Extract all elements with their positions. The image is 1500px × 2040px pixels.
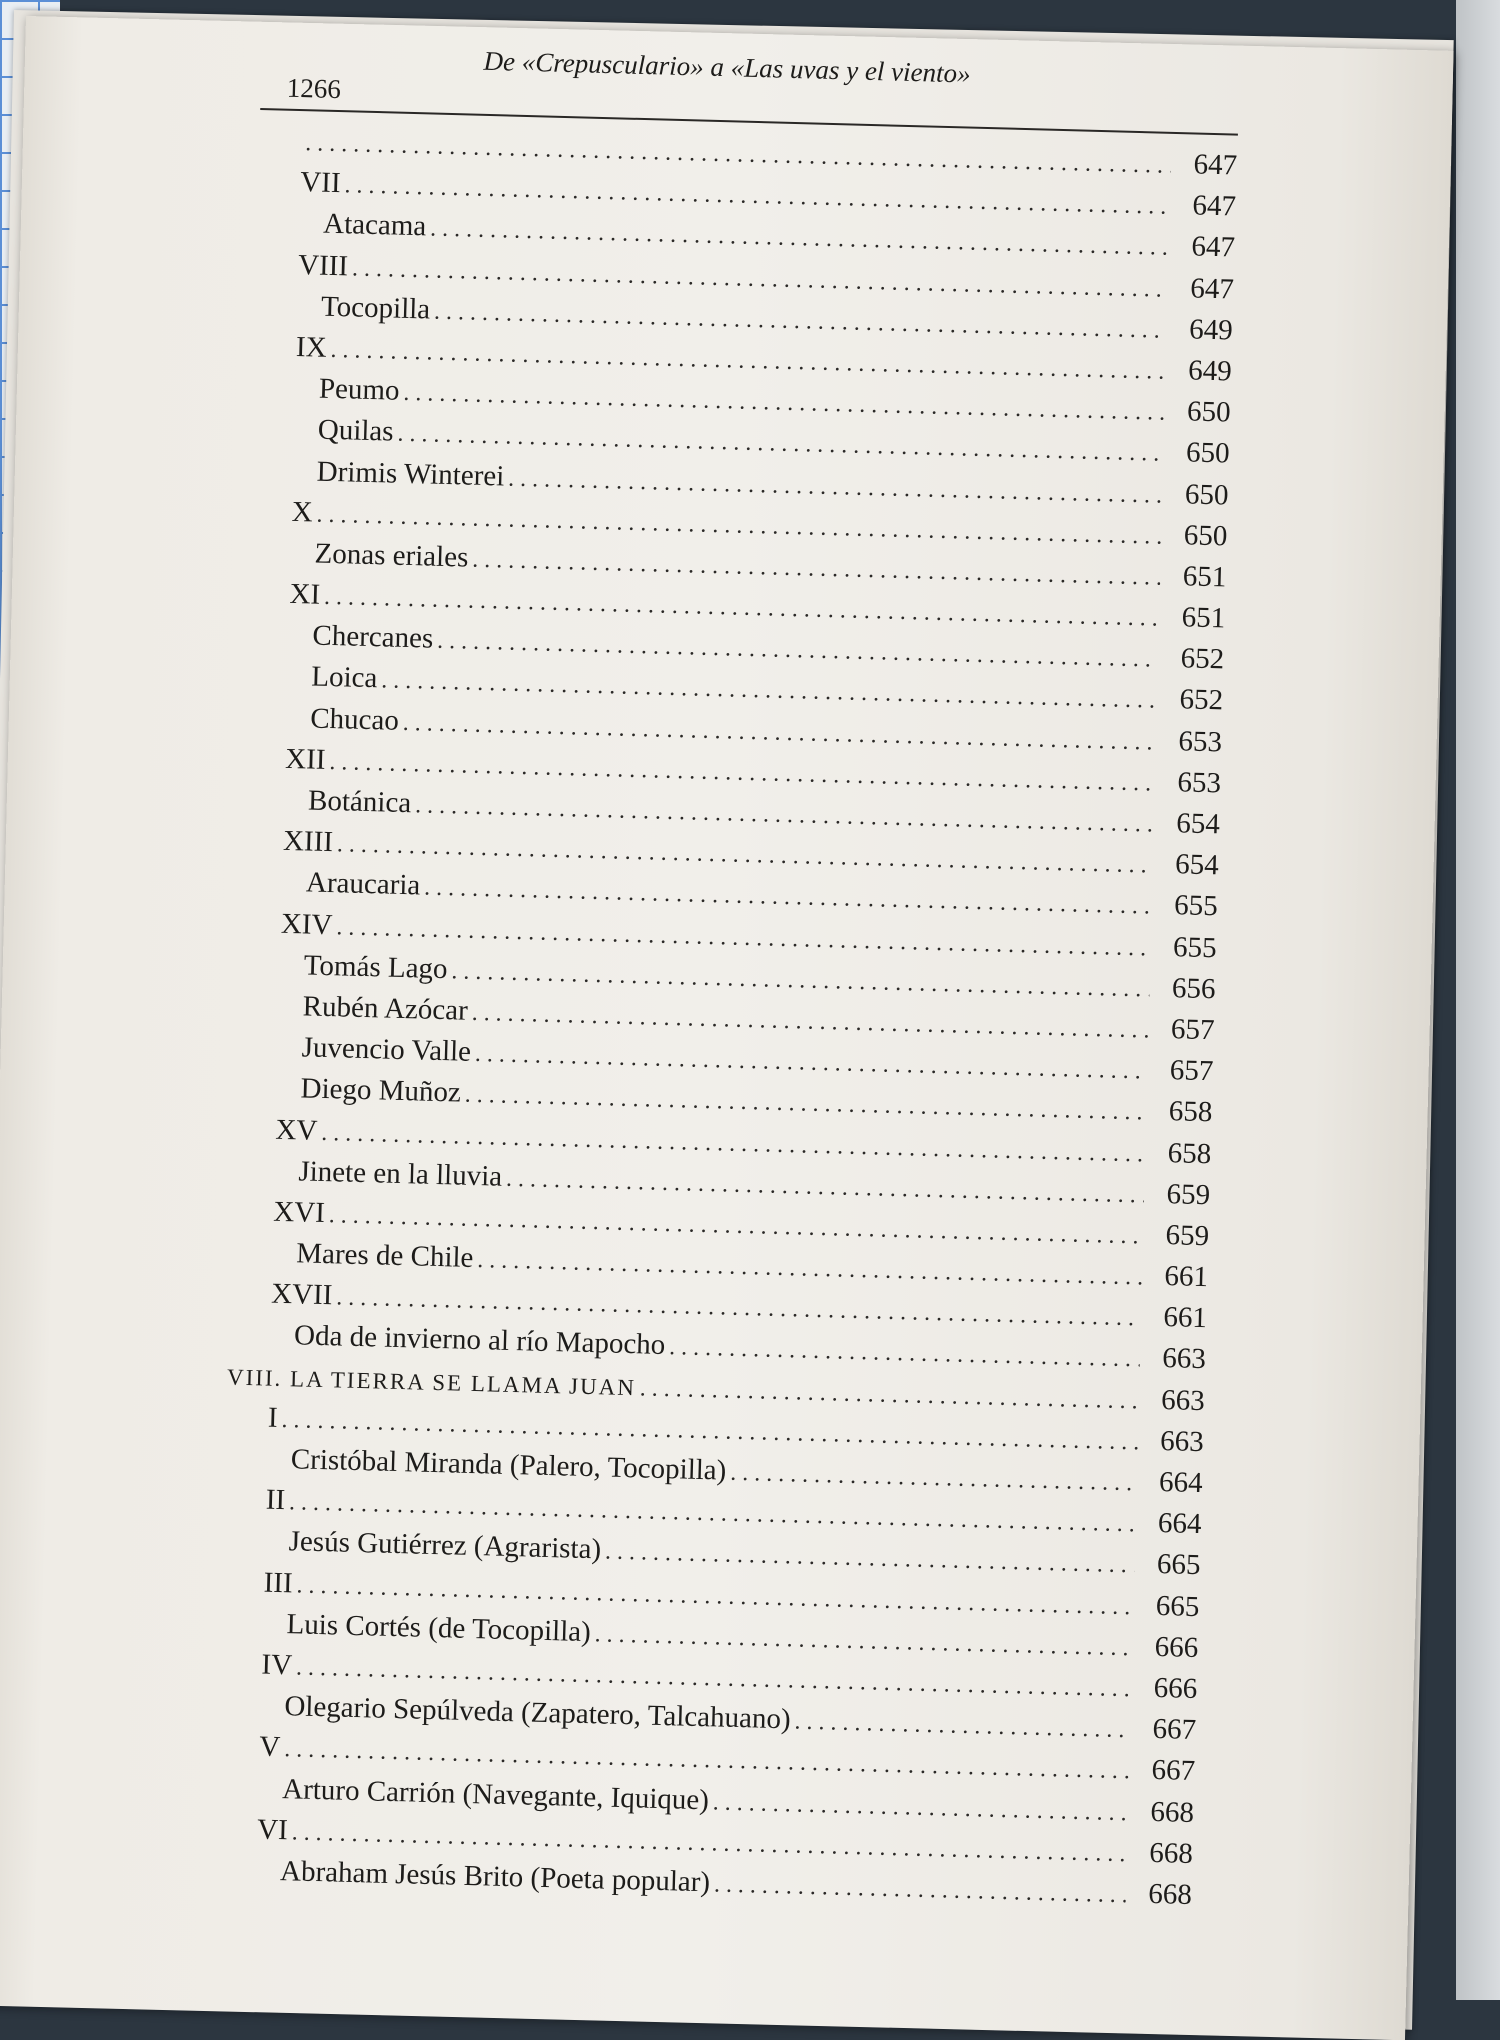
toc-entry-page-number: 652 bbox=[1179, 683, 1224, 717]
toc-entry-title: VIII bbox=[297, 248, 349, 282]
toc-entry-title: VII bbox=[299, 166, 342, 200]
toc-entry-title: Chercanes bbox=[312, 619, 434, 655]
toc-entry-title: Mares de Chile bbox=[295, 1237, 474, 1275]
toc-entry-page-number: 651 bbox=[1181, 601, 1226, 635]
toc-entry-page-number: 647 bbox=[1192, 189, 1237, 223]
toc-entry-title: Atacama bbox=[322, 208, 427, 243]
toc-entry-title: XVI bbox=[272, 1195, 326, 1229]
toc-entry-title: Botánica bbox=[307, 784, 412, 820]
toc-entry-title: Zonas eriales bbox=[314, 537, 469, 574]
toc-entry-title: I bbox=[267, 1401, 279, 1434]
toc-entry-page-number: 647 bbox=[1189, 271, 1235, 306]
toc-entry-title: Rubén Azócar bbox=[302, 990, 469, 1027]
toc-entry-title: XII bbox=[284, 742, 326, 776]
toc-entry-title: VI bbox=[256, 1813, 289, 1846]
toc-entry-title: IV bbox=[261, 1648, 293, 1682]
toc-entry-title: IX bbox=[295, 330, 328, 364]
toc-entry-title: Olegario Sepúlveda (Zapatero, Talcahuano) bbox=[284, 1690, 792, 1736]
toc-entry-page-number: 663 bbox=[1160, 1383, 1206, 1417]
page-number: 1266 bbox=[286, 72, 342, 105]
toc-entry-page-number: 666 bbox=[1154, 1630, 1199, 1664]
toc-entry-page-number: 661 bbox=[1163, 1301, 1208, 1335]
toc-entry-page-number: 650 bbox=[1185, 436, 1230, 470]
toc-entry-title: III bbox=[263, 1566, 294, 1599]
toc-entry-title: Tomás Lago bbox=[303, 949, 448, 985]
dot-leader bbox=[639, 1375, 1139, 1415]
toc-entry-page-number: 647 bbox=[1191, 230, 1236, 264]
toc-entry-page-number: 663 bbox=[1159, 1424, 1205, 1458]
toc-entry-page-number: 650 bbox=[1186, 395, 1232, 429]
toc-entry-title: Luis Cortés (de Tocopilla) bbox=[286, 1607, 592, 1648]
toc-entry-page-number: 655 bbox=[1173, 889, 1219, 923]
page-content bbox=[213, 42, 1239, 1920]
toc-entry-page-number: 668 bbox=[1150, 1795, 1195, 1829]
toc-entry-page-number: 658 bbox=[1167, 1136, 1212, 1170]
toc-entry-page-number: 657 bbox=[1169, 1054, 1214, 1088]
toc-entry-title: XV bbox=[275, 1113, 318, 1147]
toc-entry-page-number: 665 bbox=[1156, 1548, 1201, 1582]
adjacent-page-edge bbox=[1456, 0, 1500, 2000]
toc-entry-page-number: 657 bbox=[1170, 1013, 1215, 1047]
table-of-contents bbox=[213, 124, 1237, 1920]
toc-entry-title: Cristóbal Miranda (Palero, Tocopilla) bbox=[290, 1443, 727, 1487]
toc-entry-page-number: 647 bbox=[1193, 148, 1238, 182]
running-head-title: De «Crepusculario» a «Las uvas y el viento» bbox=[483, 45, 971, 89]
toc-entry-page-number: 659 bbox=[1166, 1177, 1211, 1211]
dot-leader bbox=[714, 1871, 1126, 1909]
toc-entry-page-number: 665 bbox=[1155, 1589, 1200, 1623]
toc-entry-title: Araucaria bbox=[305, 866, 421, 902]
dot-leader bbox=[594, 1621, 1132, 1662]
toc-entry-title: XIII bbox=[282, 825, 334, 859]
toc-entry-title: XI bbox=[289, 577, 321, 611]
toc-entry-title: Juvencio Valle bbox=[301, 1031, 472, 1068]
toc-entry-title: II bbox=[265, 1483, 286, 1517]
toc-entry-title: Arturo Carrión (Navegante, Iquique) bbox=[281, 1772, 710, 1816]
toc-entry-title: V bbox=[258, 1730, 281, 1764]
toc-entry-page-number: 655 bbox=[1172, 930, 1218, 964]
toc-entry-page-number: 664 bbox=[1158, 1465, 1204, 1500]
toc-entry-title: XIV bbox=[280, 907, 333, 941]
toc-entry-title: Jesús Gutiérrez (Agrarista) bbox=[288, 1525, 602, 1566]
toc-entry-page-number: 656 bbox=[1171, 971, 1216, 1006]
toc-entry-page-number: 661 bbox=[1164, 1260, 1209, 1294]
toc-entry-page-number: 667 bbox=[1151, 1754, 1196, 1788]
toc-entry-title: Jinete en la lluvia bbox=[298, 1155, 503, 1193]
toc-entry-page-number: 664 bbox=[1157, 1507, 1202, 1541]
toc-entry-title: Loica bbox=[310, 660, 378, 695]
toc-entry-title: X bbox=[291, 495, 314, 529]
toc-entry-page-number: 654 bbox=[1175, 807, 1221, 841]
dot-leader bbox=[713, 1789, 1129, 1827]
toc-entry-title: XVII bbox=[270, 1277, 333, 1312]
toc-entry-title: Peumo bbox=[318, 372, 400, 407]
toc-entry-page-number: 650 bbox=[1183, 518, 1228, 553]
toc-entry-title: Drimis Winterei bbox=[316, 455, 505, 492]
toc-entry-page-number: 663 bbox=[1161, 1342, 1207, 1376]
toc-entry-title: Chucao bbox=[309, 702, 400, 737]
toc-entry-page-number: 649 bbox=[1188, 313, 1234, 347]
toc-entry-page-number: 653 bbox=[1178, 724, 1223, 758]
toc-entry-title: Oda de invierno al río Mapocho bbox=[293, 1319, 666, 1362]
toc-entry-page-number: 667 bbox=[1152, 1713, 1197, 1747]
dot-leader bbox=[794, 1709, 1130, 1745]
toc-entry-page-number: 659 bbox=[1165, 1218, 1210, 1253]
toc-entry-page-number: 651 bbox=[1182, 560, 1227, 594]
toc-entry-page-number: 668 bbox=[1147, 1877, 1193, 1911]
toc-entry-page-number: 668 bbox=[1148, 1836, 1194, 1870]
toc-entry-title: Abraham Jesús Brito (Poeta popular) bbox=[279, 1854, 711, 1899]
dot-leader bbox=[730, 1460, 1137, 1498]
toc-entry-title: Quilas bbox=[317, 413, 394, 448]
toc-entry-title: VIII. LA TIERRA SE LLAMA JUAN bbox=[226, 1364, 637, 1400]
toc-entry-page-number: 658 bbox=[1168, 1095, 1213, 1129]
dot-leader bbox=[669, 1335, 1140, 1374]
toc-entry-page-number: 666 bbox=[1153, 1671, 1198, 1705]
toc-entry-page-number: 650 bbox=[1184, 477, 1229, 511]
dot-leader bbox=[605, 1539, 1135, 1580]
toc-entry-title: Tocopilla bbox=[320, 290, 431, 326]
toc-entry-title: Diego Muñoz bbox=[300, 1072, 462, 1109]
toc-entry-page-number: 654 bbox=[1174, 848, 1220, 882]
toc-entry-page-number: 652 bbox=[1180, 642, 1225, 676]
toc-entry-page-number: 649 bbox=[1187, 354, 1233, 388]
toc-entry-page-number: 653 bbox=[1177, 766, 1222, 800]
